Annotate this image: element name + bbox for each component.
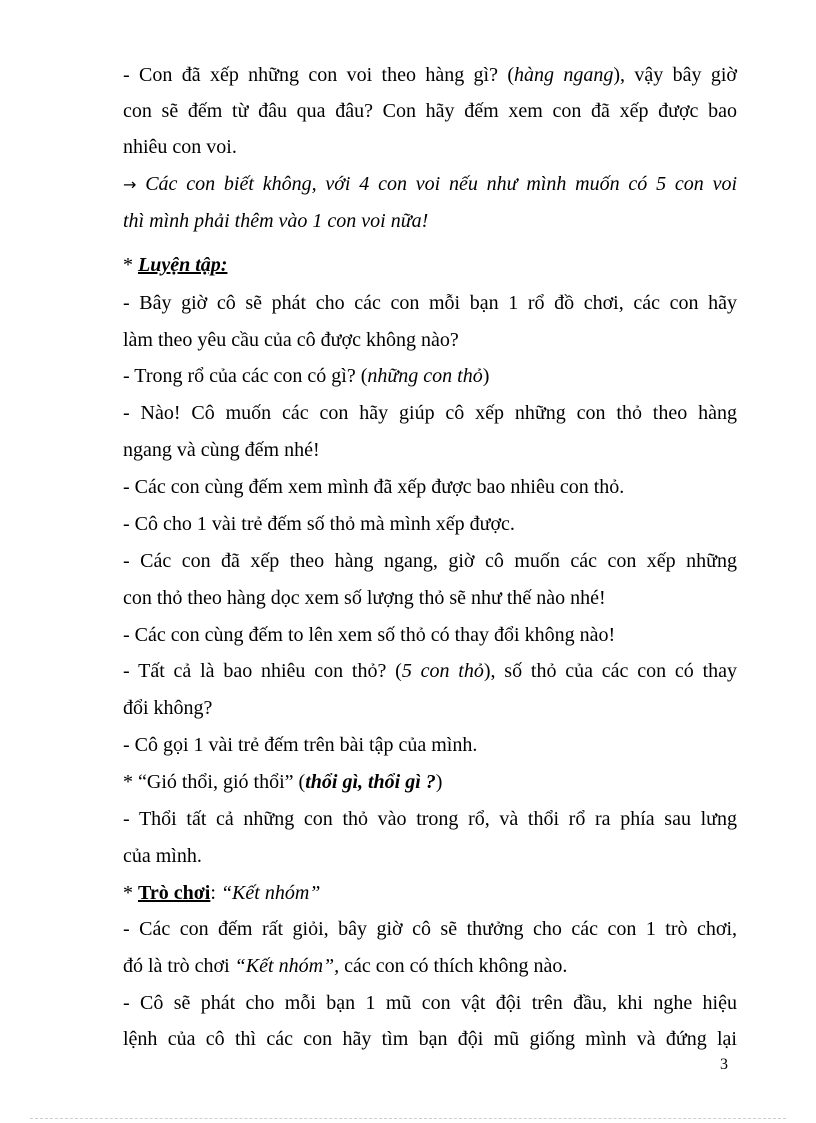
bold-italic-answer: thổi gì, thổi gì ? <box>305 771 436 793</box>
text-line: con sẽ đếm từ đâu qua đâu? Con hãy đếm xem con đã xếp được bao <box>123 100 737 122</box>
italic-answer: 5 con thỏ <box>401 660 484 682</box>
text-line: đổi không? <box>123 697 213 719</box>
arrow-right-icon: → <box>123 175 137 194</box>
text-line: - Bây giờ cô sẽ phát cho các con mỗi bạn 1 rổ đồ chơi, các con hãy <box>123 292 737 314</box>
heading-tro-choi: Trò chơi <box>138 882 211 904</box>
text-line: ngang và cùng đếm nhé! <box>123 439 320 461</box>
text-line: nhiêu con voi. <box>123 136 237 158</box>
text-line: - Nào! Cô muốn các con hãy giúp cô xếp những con thỏ theo hàng <box>123 402 737 424</box>
text-line: - Cô gọi 1 vài trẻ đếm trên bài tập của mình. <box>123 734 478 756</box>
text-line: → Các con biết không, với 4 con voi nếu như mình muốn có 5 con voi <box>123 173 737 195</box>
italic-answer: những con thỏ <box>367 365 483 387</box>
text-line: - Cô cho 1 vài trẻ đếm số thỏ mà mình xếp được. <box>123 513 515 535</box>
text-line: - Các con cùng đếm to lên xem số thỏ có thay đổi không nào! <box>123 624 616 646</box>
text-line: - Tất cả là bao nhiêu con thỏ? (5 con thỏ), số thỏ của các con có thay <box>123 660 738 682</box>
text-line: làm theo yêu cầu của cô được không nào? <box>123 329 459 351</box>
text-line: - Các con đếm rất giỏi, bây giờ cô sẽ thưởng cho các con 1 trò chơi, <box>123 918 737 940</box>
text-line: * “Gió thổi, gió thổi” (thổi gì, thổi gì ?) <box>123 771 443 793</box>
text-line: - Trong rổ của các con có gì? (những con thỏ) <box>123 365 490 387</box>
text-line: của mình. <box>123 845 202 867</box>
italic-answer: hàng ngang <box>514 64 614 86</box>
section-heading: * Trò chơi: “Kết nhóm” <box>123 882 321 904</box>
page-number: 3 <box>720 1056 728 1073</box>
page-bottom-divider <box>30 1118 786 1119</box>
text-line: - Con đã xếp những con voi theo hàng gì? (hàng ngang), vậy bây giờ <box>123 64 737 86</box>
game-name: “Kết nhóm”, <box>234 955 340 977</box>
game-name: “Kết nhóm” <box>220 882 321 904</box>
text-line: con thỏ theo hàng dọc xem số lượng thỏ sẽ như thế nào nhé! <box>123 587 606 609</box>
text-line: - Các con đã xếp theo hàng ngang, giờ cô muốn các con xếp những <box>123 550 737 572</box>
text-line: - Thổi tất cả những con thỏ vào trong rổ, và thổi rổ ra phía sau lưng <box>123 808 737 830</box>
text-line: đó là trò chơi “Kết nhóm”, các con có thích không nào. <box>123 955 568 977</box>
text-line: - Cô sẽ phát cho mỗi bạn 1 mũ con vật đội trên đầu, khi nghe hiệu <box>123 992 737 1014</box>
text-line: thì mình phải thêm vào 1 con voi nữa! <box>123 210 429 232</box>
text-line: - Các con cùng đếm xem mình đã xếp được bao nhiêu con thỏ. <box>123 476 625 498</box>
text-line: lệnh của cô thì các con hãy tìm bạn đội mũ giống mình và đứng lại <box>123 1028 737 1050</box>
section-heading: * Luyện tập: <box>123 254 228 276</box>
heading-luyen-tap: Luyện tập: <box>138 254 228 276</box>
